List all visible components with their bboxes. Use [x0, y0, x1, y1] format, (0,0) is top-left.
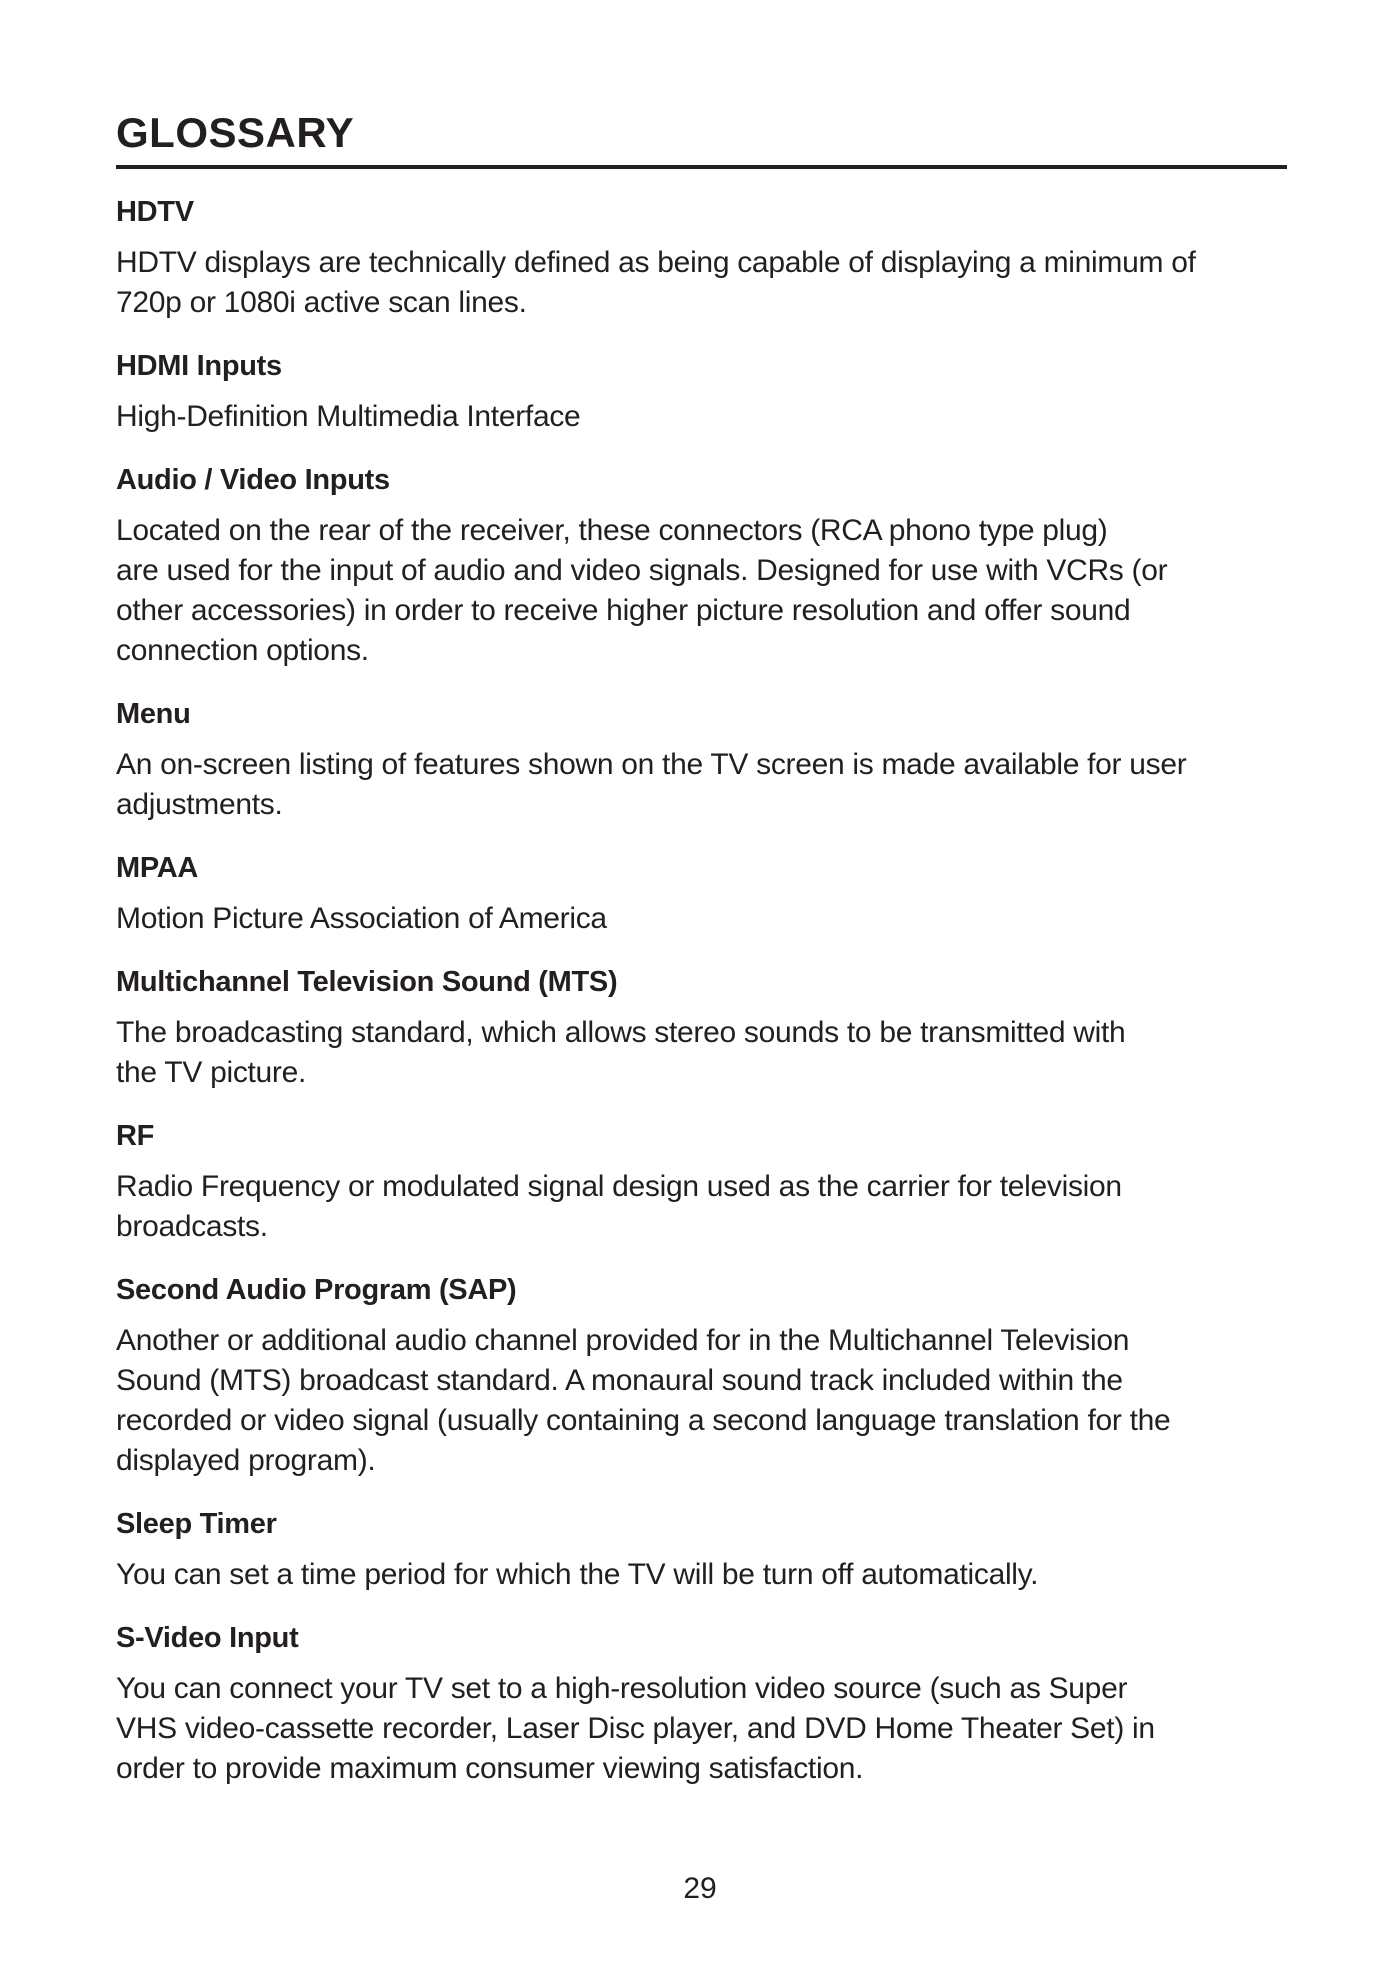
glossary-section-s-video-input: [116, 1621, 1287, 1789]
definition: [116, 745, 1287, 825]
term-heading: Audio / Video Inputs: [116, 464, 390, 496]
term-heading: Second Audio Program (SAP): [116, 1274, 517, 1306]
definition: [116, 1555, 1287, 1595]
page-title: GLOSSARY: [116, 109, 355, 156]
definition: [116, 1167, 1287, 1247]
glossary-section-mts: [116, 965, 1287, 1093]
glossary-section-sap: [116, 1273, 1287, 1481]
definition: [116, 243, 1287, 323]
definition-line: An on-screen listing of features shown on the TV screen is made available for user: [116, 748, 1187, 781]
definition: [116, 1321, 1287, 1481]
definition-line: You can connect your TV set to a high-resolution video source (such as Super: [116, 1672, 1128, 1705]
term-heading: HDTV: [116, 196, 194, 228]
glossary-section-mpaa: [116, 851, 1287, 939]
definition-line: Motion Picture Association of America: [116, 902, 607, 935]
definition-line: other accessories) in order to receive higher picture resolution and offer sound: [116, 594, 1131, 627]
glossary-section-sleep-timer: [116, 1507, 1287, 1595]
title-rule: [116, 165, 1287, 169]
term-heading: Menu: [116, 698, 191, 730]
definition: [116, 1013, 1287, 1093]
glossary-section-menu: [116, 697, 1287, 825]
definition-line: Radio Frequency or modulated signal design used as the carrier for television: [116, 1170, 1122, 1203]
definition-line: Sound (MTS) broadcast standard. A monaural sound track included within the: [116, 1364, 1123, 1397]
page-content: [116, 109, 1287, 1789]
definition-line: High-Definition Multimedia Interface: [116, 400, 581, 433]
page-number: 29: [683, 1872, 717, 1905]
term-heading: HDMI Inputs: [116, 350, 282, 382]
definition: [116, 1669, 1287, 1789]
definition-line: connection options.: [116, 634, 369, 667]
definition: [116, 899, 1287, 939]
definition-line: The broadcasting standard, which allows stereo sounds to be transmitted with: [116, 1016, 1126, 1049]
definition-line: adjustments.: [116, 788, 283, 821]
definition-line: are used for the input of audio and video signals. Designed for use with VCRs (or: [116, 554, 1168, 587]
definition: [116, 511, 1287, 671]
glossary-section-hdmi-inputs: [116, 349, 1287, 437]
glossary-section-rf: [116, 1119, 1287, 1247]
definition-line: broadcasts.: [116, 1210, 268, 1243]
definition-line: You can set a time period for which the TV will be turn off automatically.: [116, 1558, 1039, 1591]
definition-line: the TV picture.: [116, 1056, 307, 1089]
glossary-section-hdtv: [116, 195, 1287, 323]
definition-line: Another or additional audio channel provided for in the Multichannel Television: [116, 1324, 1130, 1357]
term-heading: MPAA: [116, 852, 199, 884]
glossary-section-audio-video-inputs: [116, 463, 1287, 671]
definition-line: recorded or video signal (usually containing a second language translation for the: [116, 1404, 1171, 1437]
definition-line: 720p or 1080i active scan lines.: [116, 286, 527, 319]
term-heading: Multichannel Television Sound (MTS): [116, 966, 618, 998]
definition-line: HDTV displays are technically defined as being capable of displaying a minimum of: [116, 246, 1196, 279]
term-heading: RF: [116, 1120, 155, 1152]
definition-line: displayed program).: [116, 1444, 376, 1477]
term-heading: Sleep Timer: [116, 1508, 277, 1540]
definition-line: VHS video-cassette recorder, Laser Disc player, and DVD Home Theater Set) in: [116, 1712, 1155, 1745]
definition-line: Located on the rear of the receiver, these connectors (RCA phono type plug): [116, 514, 1108, 547]
definition-line: order to provide maximum consumer viewing satisfaction.: [116, 1752, 864, 1785]
definition: [116, 397, 1287, 437]
term-heading: S-Video Input: [116, 1622, 299, 1654]
